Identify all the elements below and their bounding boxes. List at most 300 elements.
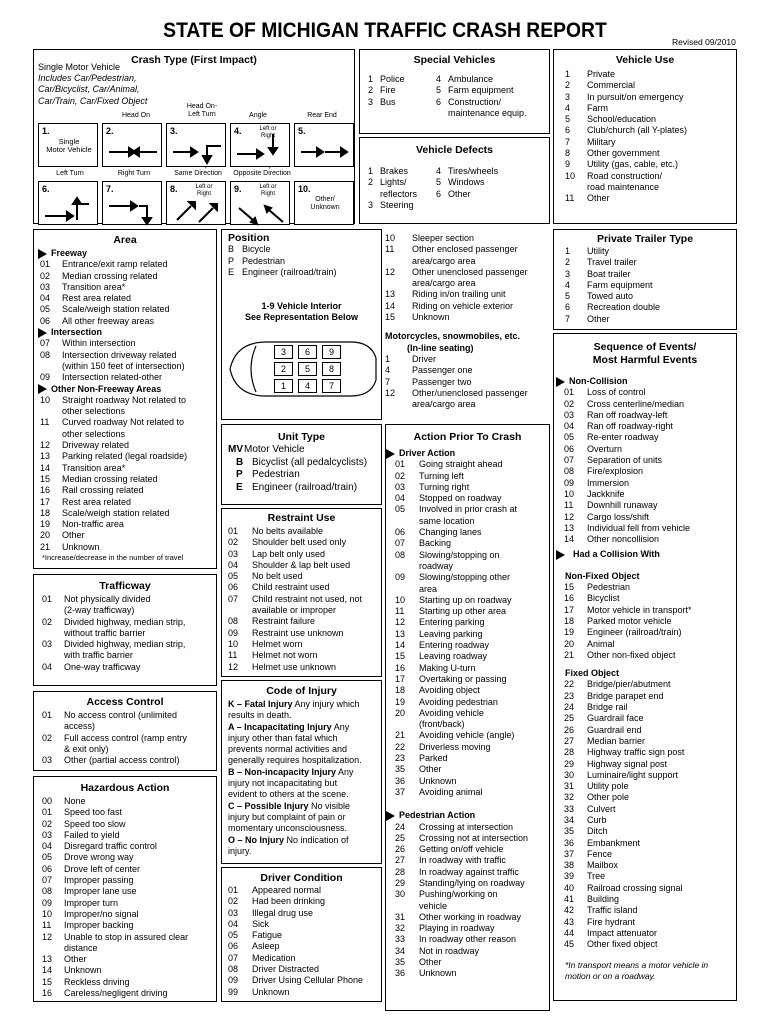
crash-type-number: 4. (234, 126, 242, 136)
option-row (385, 233, 553, 244)
option-row (228, 975, 381, 986)
option-code (42, 605, 64, 616)
option-label: No access control (unlimited (64, 710, 178, 720)
option-code: 6 (565, 302, 571, 313)
option-code: 4 (436, 166, 442, 176)
option-code: 10 (40, 394, 51, 405)
option-row (564, 883, 736, 894)
option-label: Overturn (587, 443, 623, 454)
option-code: 09 (395, 572, 406, 583)
option-row (565, 193, 736, 204)
triangle-bullet-icon (556, 550, 565, 560)
option-code: 29 (564, 758, 575, 769)
seat-position: 6 (298, 345, 317, 359)
option-code (395, 584, 419, 595)
option-code: 04 (40, 293, 51, 304)
option-code (436, 108, 448, 119)
option-label: Unknown (419, 968, 457, 979)
option-row (368, 85, 549, 96)
option-code: 12 (385, 266, 396, 277)
option-row (40, 417, 216, 428)
option-code (40, 406, 62, 417)
option-code: 02 (42, 732, 53, 743)
option-label: Avoiding pedestrian (419, 696, 498, 707)
option-code: 11 (564, 500, 574, 511)
option-label: Passenger two (412, 376, 472, 387)
subsection-heading (38, 327, 216, 338)
option-label (380, 108, 436, 119)
option-row (42, 807, 216, 818)
option-code: B (236, 456, 244, 468)
option-row (368, 97, 549, 108)
option-label: Windows (448, 177, 485, 188)
option-code: 36 (395, 968, 406, 979)
option-row (564, 455, 736, 466)
option-code: 4 (385, 365, 391, 376)
option-label: Avoiding vehicle (419, 707, 484, 718)
option-code: 14 (564, 534, 575, 545)
triangle-bullet-icon (38, 328, 47, 338)
option-code (40, 429, 62, 440)
option-code: 28 (564, 747, 575, 758)
option-row (42, 852, 216, 863)
option-code: 22 (395, 741, 406, 752)
injury-line (228, 789, 381, 800)
driver-action-title: Driver Action (399, 448, 456, 458)
option-label: Commercial (587, 80, 636, 91)
option-label: Getting on/off vehicle (419, 844, 504, 855)
option-label: Fire/explosion (587, 466, 644, 477)
option-label: Within intersection (62, 338, 136, 349)
option-label: Other (62, 530, 85, 541)
crash-type-option[interactable] (230, 181, 290, 225)
option-row (395, 787, 548, 798)
option-code: 19 (564, 627, 575, 638)
vehicle-defects-section (359, 137, 550, 224)
option-label: Intersection related-other (62, 372, 163, 383)
option-row (40, 508, 216, 519)
option-row (42, 920, 216, 931)
option-code: 04 (42, 661, 53, 672)
option-code: 2 (565, 257, 571, 268)
option-row (564, 770, 736, 781)
option-label: Other noncollision (587, 534, 660, 545)
option-label: Impact attenuator (587, 927, 658, 938)
option-label: Stopped on roadway (419, 493, 502, 504)
option-row (564, 616, 736, 627)
option-row (565, 171, 736, 182)
option-code: 21 (40, 541, 51, 552)
option-label: Other (64, 954, 87, 965)
option-code: 09 (564, 477, 575, 488)
option-row (40, 259, 216, 270)
option-code: 24 (564, 702, 575, 713)
option-label: Overtaking or passing (419, 673, 507, 684)
option-code: 30 (395, 889, 406, 900)
option-code: 20 (564, 638, 575, 649)
option-code: 12 (42, 931, 53, 942)
option-label: Private (587, 69, 616, 79)
option-row (564, 466, 736, 477)
option-row (42, 988, 216, 999)
option-code: 08 (42, 886, 53, 897)
option-label: distance (64, 942, 98, 953)
crash-type-label: Right Turn (117, 170, 151, 177)
option-code: 36 (564, 837, 575, 848)
option-label: Fence (587, 848, 613, 859)
injury-line (228, 835, 381, 846)
option-label: Fire hydrant (587, 916, 636, 927)
injury-code: K – Fatal Injury (228, 699, 293, 709)
option-code: 07 (395, 538, 406, 549)
option-label: reflectors (380, 188, 418, 199)
option-code: 06 (42, 863, 53, 874)
crash-type-number: 8. (170, 184, 178, 194)
option-label: Scale/weigh station related (62, 304, 170, 315)
option-row (228, 662, 381, 673)
option-code: 18 (395, 685, 406, 696)
option-row (228, 639, 381, 650)
option-code: 37 (395, 786, 406, 797)
option-label: Boat trailer (587, 268, 631, 279)
crash-type-number: 7. (106, 184, 114, 194)
option-label: without traffic barrier (64, 627, 146, 638)
fixed-title: Fixed Object (565, 668, 620, 679)
option-label: Farm equipment (448, 85, 514, 96)
option-code: 18 (564, 615, 575, 626)
option-code: 44 (564, 927, 575, 938)
option-row (395, 844, 548, 855)
option-row (564, 917, 736, 928)
option-code: 45 (564, 939, 575, 950)
option-label: other selections (62, 428, 126, 439)
option-label: Divided highway, median strip, (64, 639, 186, 650)
option-row (395, 606, 548, 617)
option-row (395, 742, 548, 753)
injury-desc: prevents normal activities and (228, 744, 348, 755)
noncollision-title: Non-Collision (569, 376, 628, 386)
option-row (228, 560, 381, 571)
option-label: In roadway against traffic (419, 866, 519, 877)
option-label: Parked (419, 753, 448, 764)
access-control-title: Access Control (86, 696, 164, 708)
crash-type-label: Left Turn (56, 170, 84, 177)
crash-type-option[interactable] (166, 123, 226, 167)
option-code: 2 (368, 177, 374, 188)
option-row (40, 406, 216, 417)
option-label: area/cargo area (412, 255, 476, 266)
option-code: 27 (395, 855, 406, 866)
crash-type-section (33, 49, 355, 224)
option-row (395, 516, 548, 527)
option-row (565, 137, 736, 148)
option-row (228, 941, 381, 952)
option-label: Parking related (legal roadside) (62, 451, 188, 462)
option-label: Improper turn (64, 897, 119, 908)
option-code: 34 (564, 814, 575, 825)
option-code (228, 605, 252, 616)
option-row (564, 849, 736, 860)
option-label: Farm equipment (587, 279, 653, 290)
option-label: Scale/weigh station related (62, 507, 170, 518)
option-row (228, 930, 381, 941)
option-label: Other (587, 313, 610, 324)
option-code: 04 (228, 918, 239, 929)
crash-type-option[interactable] (38, 123, 98, 167)
option-label: Traffic island (587, 905, 638, 916)
option-label: Other non-fixed object (587, 649, 676, 660)
option-label: Appeared normal (252, 885, 322, 895)
option-label: Lap belt only used (252, 548, 326, 559)
crash-type-label: Rear End (307, 112, 337, 119)
option-row (564, 387, 736, 398)
option-label: In roadway with traffic (419, 855, 506, 866)
option-label: Avoiding object (419, 685, 480, 696)
option-code: 10 (42, 908, 53, 919)
option-label: available or improper (252, 605, 337, 616)
option-label: (front/back) (419, 719, 465, 730)
option-row (42, 830, 216, 841)
option-row (564, 860, 736, 871)
option-label: Helmet use unknown (252, 661, 337, 672)
events-note-1: *In transport means a motor vehicle in (565, 959, 709, 970)
option-label: Median barrier (587, 735, 646, 746)
crash-type-option[interactable] (102, 181, 162, 225)
option-row (40, 530, 216, 541)
crash-type-option[interactable] (166, 181, 226, 225)
option-row (228, 537, 381, 548)
option-row (42, 864, 216, 875)
option-label: Slowing/stopping on (419, 549, 500, 560)
option-label: Improper passing (64, 875, 134, 886)
option-code: 05 (228, 930, 239, 941)
option-row (564, 582, 736, 593)
option-label: Leaving roadway (419, 651, 488, 662)
seat-position: 3 (274, 345, 293, 359)
option-row (368, 166, 549, 177)
injury-line (228, 778, 381, 789)
option-code: 6 (436, 188, 442, 199)
option-label: Railroad crossing signal (587, 882, 683, 893)
option-label: Bicyclist (all pedalcyclists) (252, 456, 368, 468)
option-code: 11 (40, 417, 50, 428)
driver-condition-section (221, 867, 382, 1002)
option-row (565, 159, 736, 170)
crash-type-option[interactable] (294, 123, 354, 167)
option-label: Engineer (railroad/train) (587, 627, 682, 638)
option-label: Turning right (419, 481, 470, 492)
option-code: 35 (395, 957, 406, 968)
option-row (564, 894, 736, 905)
option-label: All other freeway areas (62, 315, 155, 326)
action-content (386, 448, 548, 980)
option-row (228, 605, 381, 616)
option-code: 1 (565, 69, 571, 79)
option-code: 19 (395, 696, 406, 707)
option-code: 14 (395, 640, 406, 651)
option-code: 16 (564, 593, 575, 604)
option-code: 10 (385, 233, 396, 243)
option-row (564, 815, 736, 826)
option-code: 04 (564, 421, 575, 432)
option-label: Transition area* (62, 281, 126, 292)
option-label: access) (64, 721, 96, 732)
option-row (564, 421, 736, 432)
option-code: 10 (228, 638, 239, 649)
option-row (395, 629, 548, 640)
option-row (228, 987, 381, 998)
action-title: Action Prior To Crash (413, 431, 522, 443)
triangle-bullet-icon (38, 249, 47, 259)
option-row (42, 819, 216, 830)
option-code: 5 (565, 114, 571, 125)
option-label: Other pole (587, 792, 630, 803)
option-label: Driver Distracted (252, 964, 320, 975)
option-row (385, 388, 553, 399)
option-code: 3 (368, 199, 374, 210)
option-label: Rest area related (62, 293, 132, 304)
option-row (564, 871, 736, 882)
option-code: 13 (395, 628, 406, 639)
option-code: 03 (42, 755, 53, 766)
option-code: 02 (228, 896, 239, 907)
option-label: Had been drinking (252, 896, 326, 907)
option-code: 36 (395, 775, 406, 786)
option-code: 26 (395, 844, 406, 855)
option-label: Pedestrian (587, 582, 631, 593)
hazardous-action-title: Hazardous Action (80, 782, 170, 794)
interior-title-1: 1-9 Vehicle Interior (261, 301, 342, 312)
option-row (395, 957, 548, 968)
crash-direction-arrows-icon (103, 182, 163, 226)
trafficway-section (33, 574, 217, 686)
option-row (42, 875, 216, 886)
crash-type-number: 5. (298, 126, 306, 136)
option-code (42, 943, 64, 954)
crash-type-option[interactable] (102, 123, 162, 167)
subsection-heading (38, 248, 216, 259)
crash-direction-arrows-icon (295, 124, 355, 168)
option-code: 03 (564, 409, 575, 420)
includes-line: Includes Car/Pedestrian, (38, 73, 137, 83)
option-label: Not in roadway (419, 945, 480, 956)
option-row (395, 923, 548, 934)
option-row (42, 898, 216, 909)
option-code (565, 182, 587, 193)
crash-type-option[interactable] (294, 181, 354, 225)
option-code: 12 (395, 617, 406, 628)
option-code (368, 108, 380, 119)
option-code: 16 (395, 662, 406, 673)
option-row (228, 582, 381, 593)
option-label: Military (587, 136, 616, 147)
option-label: Mailbox (587, 860, 619, 871)
option-label: Motor Vehicle (244, 444, 305, 455)
option-row (395, 901, 548, 912)
option-row (564, 432, 736, 443)
option-label: Unknown (419, 775, 457, 786)
option-code: 05 (395, 504, 406, 515)
option-row (564, 534, 736, 545)
option-code: 06 (228, 582, 239, 593)
option-row (564, 781, 736, 792)
crash-type-number: 10. (298, 184, 311, 194)
seat-position: 9 (322, 345, 341, 359)
option-label: Club/church (all Y-plates) (587, 125, 688, 136)
option-label: Child restraint used (252, 582, 330, 593)
option-row (395, 946, 548, 957)
option-row (368, 200, 549, 211)
position-section (221, 229, 382, 420)
option-label: Bicycle (242, 244, 271, 255)
option-code: 14 (385, 300, 396, 311)
option-row (42, 943, 216, 954)
option-label: Embankment (587, 837, 641, 848)
option-code: 24 (395, 821, 406, 832)
option-label: Other/unenclosed passenger (412, 387, 528, 398)
option-row (565, 92, 736, 103)
option-code: 17 (40, 496, 51, 507)
option-label: None (64, 796, 86, 806)
option-code: 01 (40, 259, 51, 270)
option-row (564, 523, 736, 534)
interior-title-2: See Representation Below (244, 312, 359, 323)
option-label: Riding on vehicle exterior (412, 300, 514, 311)
option-label: In pursuit/on emergency (587, 91, 684, 102)
option-label: Downhill runaway (587, 500, 658, 511)
option-code: 04 (395, 493, 406, 504)
option-row (564, 593, 736, 604)
option-code: 08 (228, 964, 239, 975)
option-label: Asleep (252, 941, 280, 952)
option-code: 23 (564, 690, 575, 701)
option-row (565, 182, 736, 193)
option-code: 15 (564, 582, 575, 593)
option-row (564, 838, 736, 849)
option-code: 13 (564, 522, 575, 533)
option-row (564, 804, 736, 815)
crash-type-option[interactable] (38, 181, 98, 225)
injury-desc: No visible (308, 800, 351, 811)
injury-line (228, 733, 381, 744)
option-row (564, 650, 736, 661)
option-code: 33 (395, 934, 406, 945)
option-code: MV (228, 444, 243, 455)
option-row (395, 776, 548, 787)
crash-type-caption: Left or Right (195, 184, 213, 197)
option-code: 09 (42, 897, 53, 908)
option-code: 07 (228, 952, 239, 963)
crash-type-option[interactable] (230, 123, 290, 167)
option-row (228, 896, 381, 907)
option-label: Bridge rail (587, 702, 628, 713)
option-label: Entering roadway (419, 640, 490, 651)
crash-type-includes (38, 73, 147, 107)
crash-type-label: Head On (121, 112, 151, 119)
seat-position: 7 (322, 379, 341, 393)
injury-desc: generally requires hospitalization. (228, 755, 362, 766)
option-row (40, 542, 216, 553)
option-label: Luminaire/light support (587, 769, 679, 780)
subsection-label: Other Non-Freeway Areas (51, 383, 162, 394)
option-label: Fire (380, 85, 396, 96)
option-code: 25 (564, 713, 575, 724)
option-code (436, 200, 448, 211)
option-row (395, 617, 548, 628)
option-code (42, 628, 64, 639)
option-label: Drove left of center (64, 863, 141, 874)
option-row (42, 710, 216, 721)
